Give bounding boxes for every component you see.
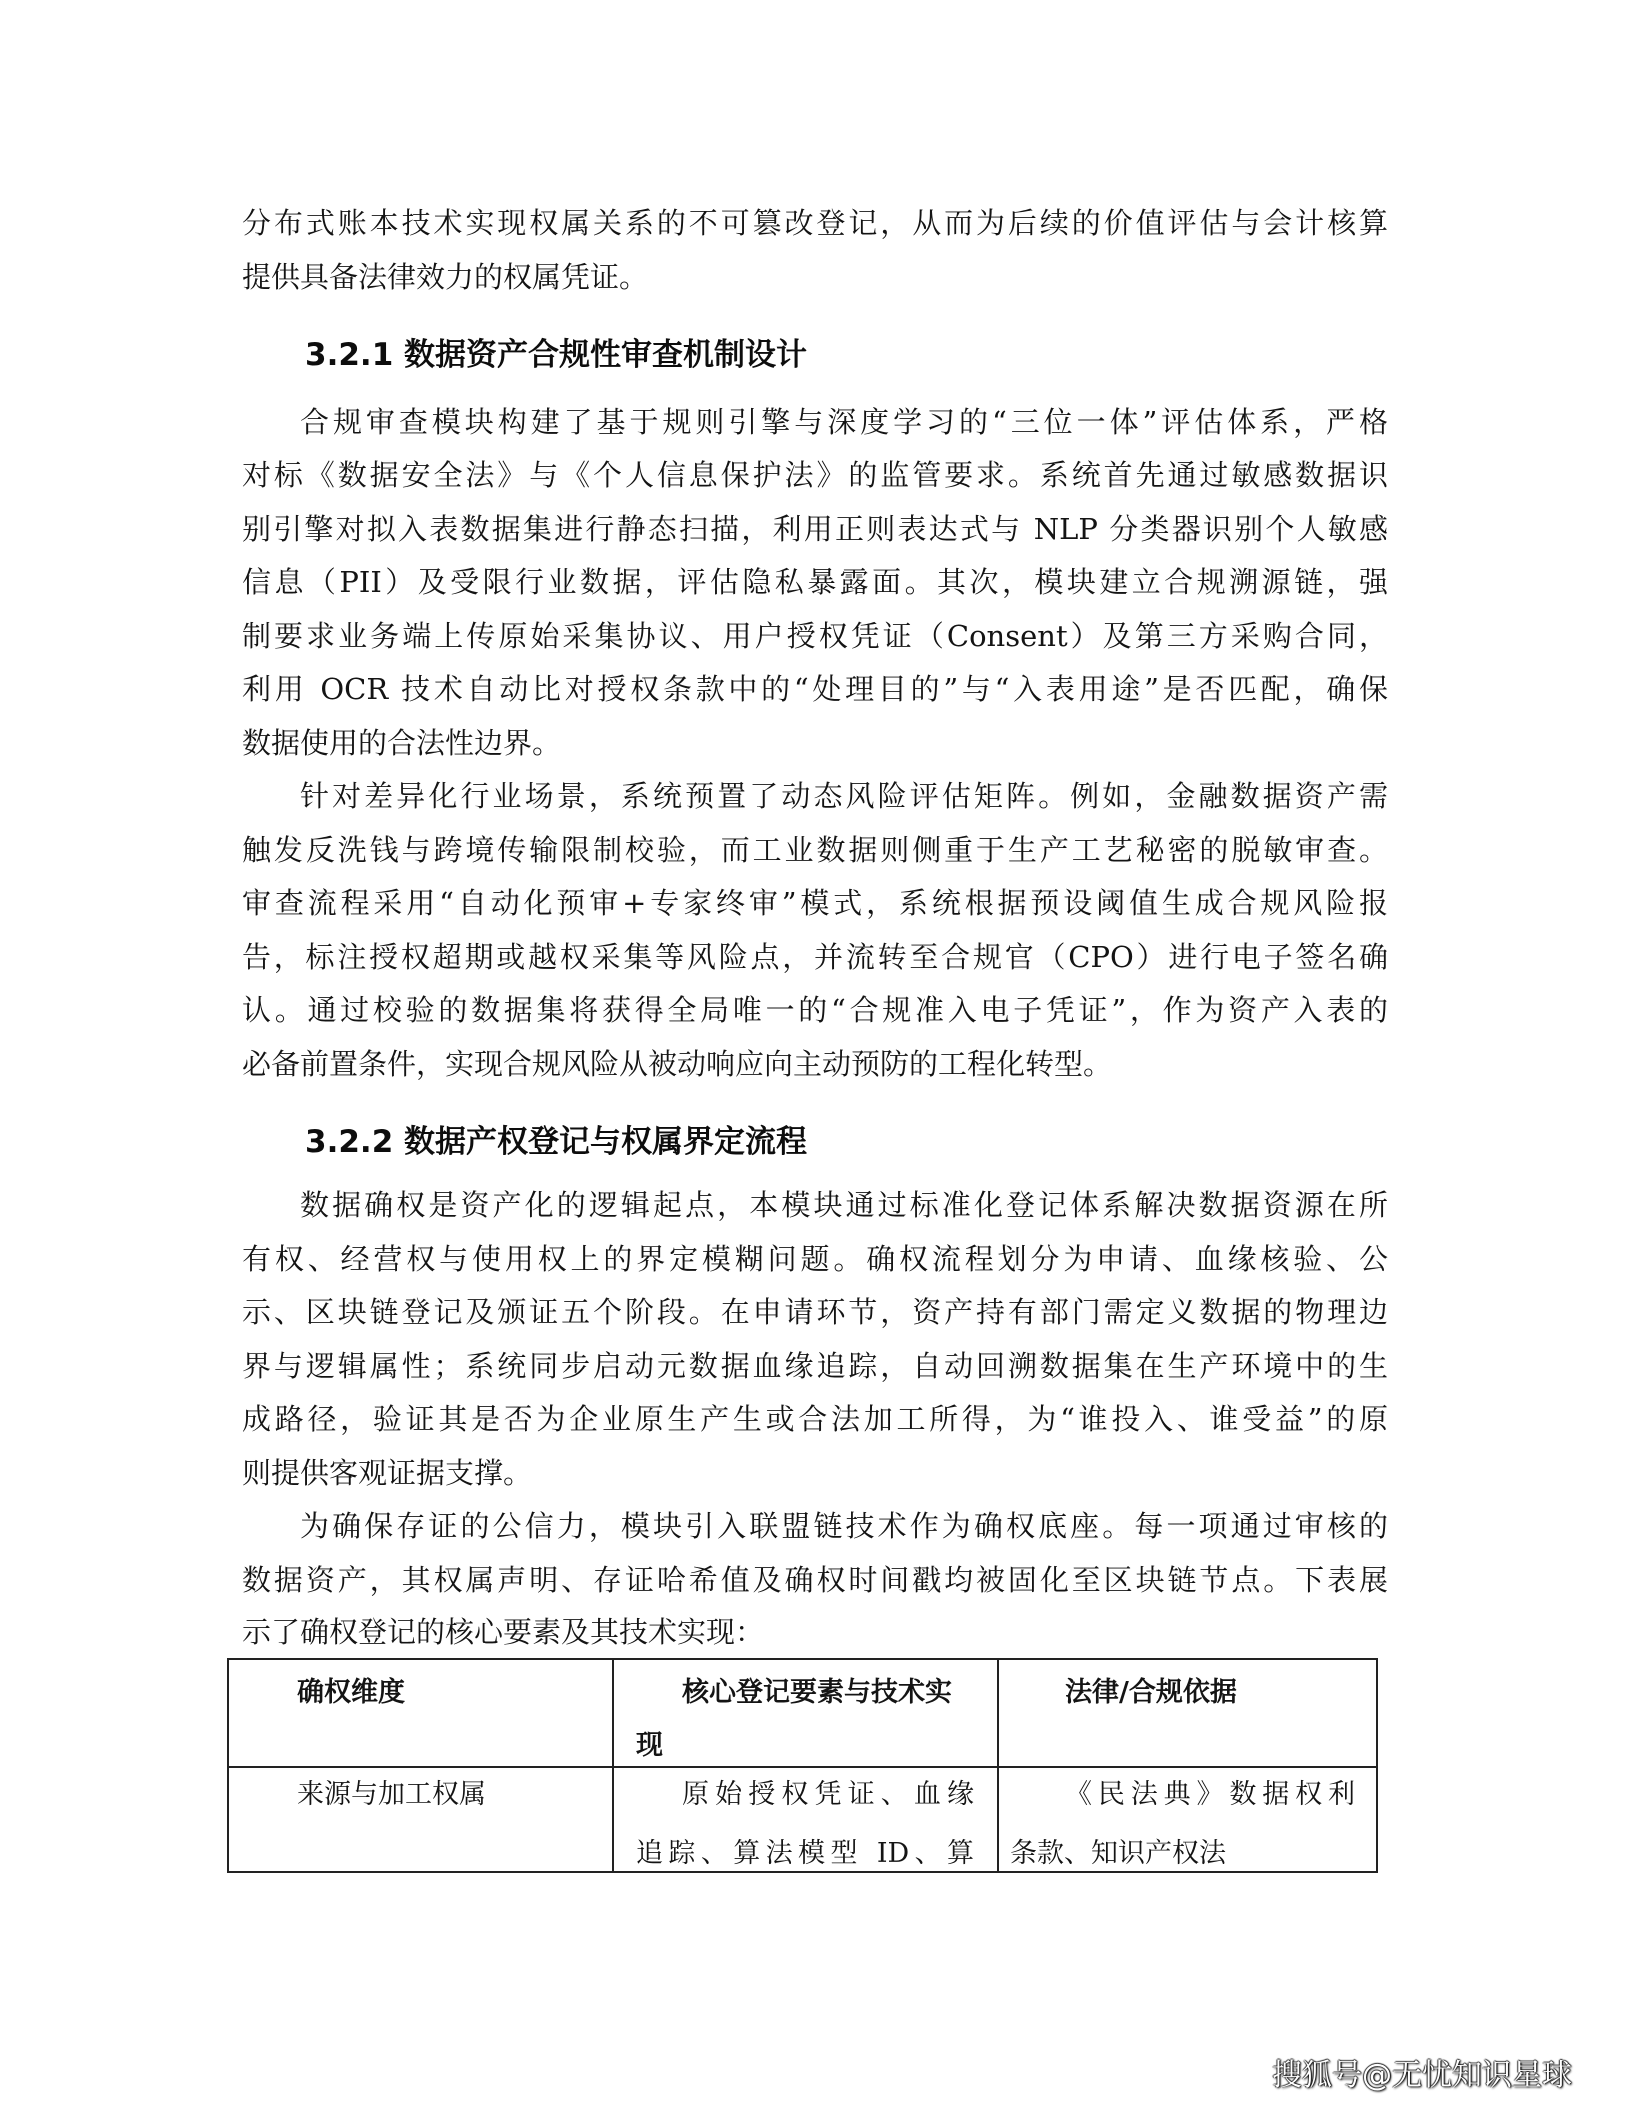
rights-registration-table — [227, 1658, 1378, 1873]
table-header-cell: 法律/合规依据 — [1065, 1677, 1237, 1708]
text-line: 制要求业务端上传原始采集协议、用户授权凭证（Consent）及第三方采购合同， — [242, 619, 1388, 653]
text-line: 认。通过校验的数据集将获得全局唯一的“合规准入电子凭证”，作为资产入表的 — [242, 993, 1388, 1027]
table-cell: 《民法典》数据权利 — [1065, 1779, 1355, 1810]
table-header-cell: 确权维度 — [297, 1677, 405, 1708]
table-cell: 来源与加工权属 — [297, 1779, 486, 1810]
text-line: 审查流程采用“自动化预审+专家终审”模式，系统根据预设阈值生成合规风险报 — [242, 886, 1388, 920]
text-line: 别引擎对拟入表数据集进行静态扫描，利用正则表达式与 NLP 分类器识别个人敏感 — [242, 512, 1388, 546]
table-header-cell: 核心登记要素与技术实 — [682, 1677, 952, 1708]
text-line: 针对差异化行业场景，系统预置了动态风险评估矩阵。例如，金融数据资产需 — [300, 779, 1388, 813]
text-line: 有权、经营权与使用权上的界定模糊问题。确权流程划分为申请、血缘核验、公 — [242, 1242, 1388, 1276]
text-line: 提供具备法律效力的权属凭证。 — [242, 260, 649, 294]
text-line: 数据资产，其权属声明、存证哈希值及确权时间戳均被固化至区块链节点。下表展 — [242, 1563, 1388, 1597]
text-line: 信息（PII）及受限行业数据，评估隐私暴露面。其次，模块建立合规溯源链，强 — [242, 565, 1388, 599]
table-header-cell-wrap: 现 — [636, 1730, 663, 1761]
source-watermark: 搜狐号@无忧知识星球 — [1272, 2058, 1572, 2093]
table-cell: 条款、知识产权法 — [1010, 1838, 1226, 1869]
text-line: 示了确权登记的核心要素及其技术实现： — [242, 1615, 765, 1649]
text-line: 必备前置条件，实现合规风险从被动响应向主动预防的工程化转型。 — [242, 1047, 1113, 1081]
section-heading-3-2-1: 3.2.1 数据资产合规性审查机制设计 — [305, 337, 808, 373]
text-line: 告，标注授权超期或越权采集等风险点，并流转至合规官（CPO）进行电子签名确 — [242, 940, 1388, 974]
text-line: 合规审查模块构建了基于规则引擎与深度学习的“三位一体”评估体系，严格 — [300, 405, 1388, 439]
text-line: 利用 OCR 技术自动比对授权条款中的“处理目的”与“入表用途”是否匹配，确保 — [242, 672, 1388, 706]
text-line: 则提供客观证据支撑。 — [242, 1456, 533, 1490]
table-cell: 追踪、算法模型 ID、算 — [636, 1838, 974, 1869]
table-cell: 原始授权凭证、血缘 — [682, 1779, 974, 1810]
text-line: 数据确权是资产化的逻辑起点，本模块通过标准化登记体系解决数据资源在所 — [300, 1188, 1388, 1222]
text-line: 界与逻辑属性；系统同步启动元数据血缘追踪，自动回溯数据集在生产环境中的生 — [242, 1349, 1388, 1383]
text-line: 成路径，验证其是否为企业原生产生或合法加工所得，为“谁投入、谁受益”的原 — [242, 1402, 1388, 1436]
text-line: 数据使用的合法性边界。 — [242, 726, 562, 760]
text-line: 触发反洗钱与跨境传输限制校验，而工业数据则侧重于生产工艺秘密的脱敏审查。 — [242, 833, 1388, 867]
text-line: 分布式账本技术实现权属关系的不可篡改登记，从而为后续的价值评估与会计核算 — [242, 206, 1388, 240]
text-line: 对标《数据安全法》与《个人信息保护法》的监管要求。系统首先通过敏感数据识 — [242, 458, 1388, 492]
text-line: 示、区块链登记及颁证五个阶段。在申请环节，资产持有部门需定义数据的物理边 — [242, 1295, 1388, 1329]
text-line: 为确保存证的公信力，模块引入联盟链技术作为确权底座。每一项通过审核的 — [300, 1509, 1388, 1543]
section-heading-3-2-2: 3.2.2 数据产权登记与权属界定流程 — [305, 1124, 808, 1160]
row-divider — [229, 1766, 1376, 1768]
